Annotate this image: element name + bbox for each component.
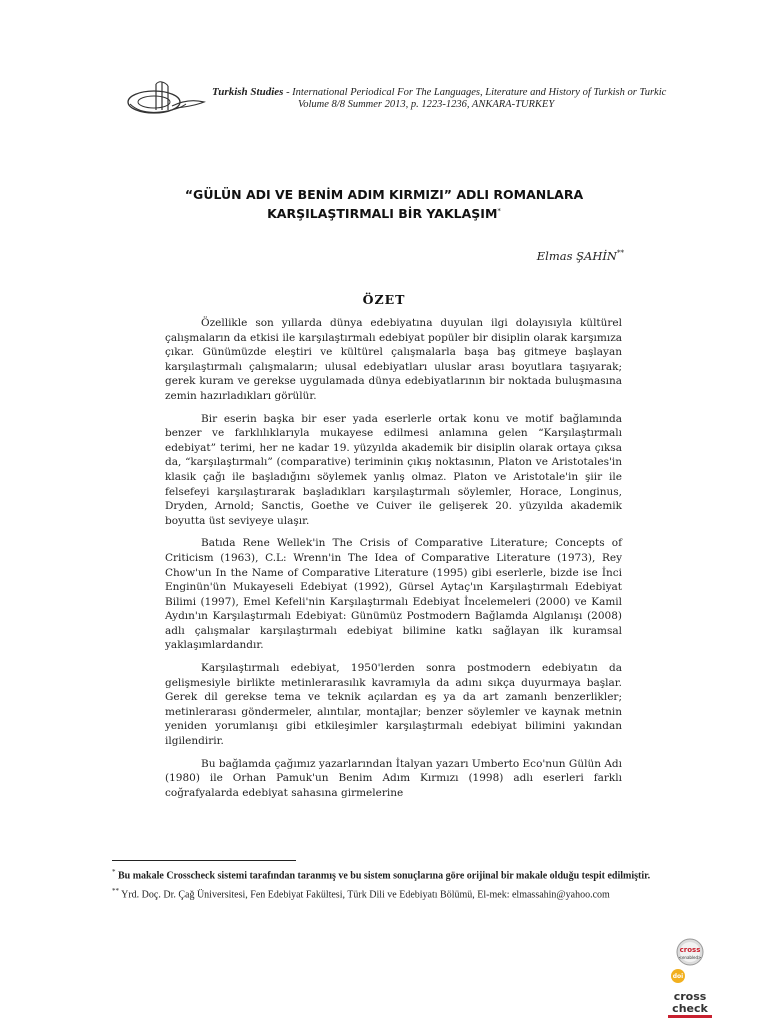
crosscheck-label-2: check bbox=[672, 1002, 708, 1015]
abstract-paragraph: Bu bağlamda çağımız yazarlarından İtalyan yazarı Umberto Eco'nun Gülün Adı (1980) ile Orhan Pamuk'un Benim Adım Kırmızı (1998) adlı eserleri farklı coğrafyalarda edebiyat sahasına girmelerine bbox=[165, 757, 622, 799]
author-name bbox=[537, 249, 624, 263]
abstract-paragraph: Bir eserin başka bir eser yada eserlerle ortak konu ve motif bağlamında benzer ve farklılıklarıyla mukayese edilmesi anlamına gelen “Karşılaştırmalı edebiyat” terimi, her ne kadar 19. yüzyılda akademik bir disiplin olarak ortaya çıksa da, “karşılaştırmalı” (comparative) teriminin çıkış noktasının, Platon ve Aristotales'in klasik çağı ile başladığını söylemek yanlış olmaz. Platon ve Aristotale'in şiir ile felsefeyi karşılaştırarak başladıkları karşılaştırmalı söylemler, Horace, Longinus, Dryden, Arnold; Sanctis, Goethe ve Cuiver ile gelişerek 20. yüzyılda akademik boyutta üst seviyeye ulaşır. bbox=[165, 412, 622, 527]
journal-name: Turkish Studies bbox=[212, 86, 284, 98]
journal-subtitle: - International Periodical For The Languages, Literature and History of Turkish or Turkic bbox=[283, 87, 667, 98]
footnote-divider bbox=[112, 860, 296, 861]
author-text: Elmas ŞAHİN bbox=[536, 249, 617, 263]
crossref-crosscheck-badges bbox=[662, 938, 718, 1024]
title-footnote-mark: * bbox=[497, 207, 501, 215]
abstract-paragraph: Batıda Rene Wellek'in The Crisis of Comparative Literature; Concepts of Criticism (1963), C.L: Wrenn'in The Idea of Comparative Literature (1973), Rey Chow'un In the Name of Comparative Literature (1995) gibi eserlerle, bizde ise İnci Enginün'ün Mukayeseli Edebiyat (1992), Gürsel Aytaç'ın Karşılaştırmalı Edebiyat Bilimi (1997), Emel Kefeli'nin Karşılaştırmalı Edebiyat İncelemeleri (2000) ve Kamil Aydın'ın Karşılaştırmalı Edebiyat: Günümüz Postmodern Bağlamda Algılanışı (2008) adlı çalışmalar karşılaştırmalı edebiyat bilimine katkı sağlayan ilk kuramsal yaklaşımlardandır. bbox=[165, 537, 622, 652]
footnote-1 bbox=[112, 866, 678, 883]
article-title bbox=[140, 186, 628, 222]
doi-badge-icon bbox=[671, 969, 685, 983]
crossref-enabled-label: <enabled> bbox=[678, 955, 702, 960]
crosscheck-label-1: cross bbox=[673, 990, 707, 1003]
title-line-2: KARŞILAŞTIRMALI BİR YAKLAŞIM bbox=[267, 206, 498, 222]
journal-header bbox=[112, 80, 672, 124]
footnote-mark: ** bbox=[112, 886, 119, 895]
abstract-paragraph: Karşılaştırmalı edebiyat, 1950'lerden sonra postmodern edebiyatın da gelişmesiyle birlikte metinlerarasılık kavramıyla da adını sıkça duyurmaya başlar. Gerek dil gerekse tema ve teknik açılardan eş ya da art zamanlı benzerlikler; metinlerarası göndermeler, alıntılar, montajlar; benzer söylemler ve kaynak metnin yeniden yorumlanışı gibi etkileşimler karşılaştırmalı edebiyat bilimini yakından ilgilendirir. bbox=[165, 662, 622, 748]
footnote-text: Bu makale Crosscheck sistemi tarafından taranmış ve bu sistem sonuçlarına göre orijinal bir makale olduğu tespit edilmiştir. bbox=[115, 870, 651, 882]
footnote-2 bbox=[112, 885, 678, 902]
crossref-badge-icon bbox=[677, 939, 703, 965]
doi-label: doi bbox=[672, 973, 684, 980]
abstract-body bbox=[165, 316, 622, 808]
abstract-heading: ÖZET bbox=[362, 292, 406, 307]
tughra-logo-icon bbox=[116, 80, 208, 120]
volume-line: Volume 8/8 Summer 2013, p. 1223-1236, ANKARA-TURKEY bbox=[298, 99, 555, 110]
journal-title-line bbox=[212, 86, 682, 98]
footnote-text: Yrd. Doç. Dr. Çağ Üniversitesi, Fen Edebiyat Fakültesi, Türk Dili ve Edebiyatı Bölümü, El-mek: elmassahin@yahoo.com bbox=[119, 889, 610, 901]
title-line-1: “GÜLÜN ADI VE BENİM ADIM KIRMIZI” ADLI ROMANLARA bbox=[184, 187, 584, 202]
crosscheck-badge-icon bbox=[668, 990, 712, 1018]
abstract-paragraph: Özellikle son yıllarda dünya edebiyatına duyulan ilgi dolayısıyla kültürel çalışmaların da etkisi ile karşılaştırmalı edebiyat popüler bir disiplin olarak karşımıza çıkar. Günümüzde eleştiri ve kültürel çalışmalarla başa baş gitmeye başlayan karşılaştırmalı çalışmaların; ulusal edebiyatları uluslar arası boyutlara taşıyarak; gerek kuram ve gerekse uygulamada dünya edebiyatlarının bir noktada buluşmasına zemin hazırladıkları görülür. bbox=[165, 317, 622, 402]
crossref-label: cross bbox=[679, 946, 701, 954]
author-footnote-mark: ** bbox=[617, 249, 624, 258]
footnotes bbox=[112, 866, 678, 904]
footnote-mark: * bbox=[112, 868, 116, 876]
